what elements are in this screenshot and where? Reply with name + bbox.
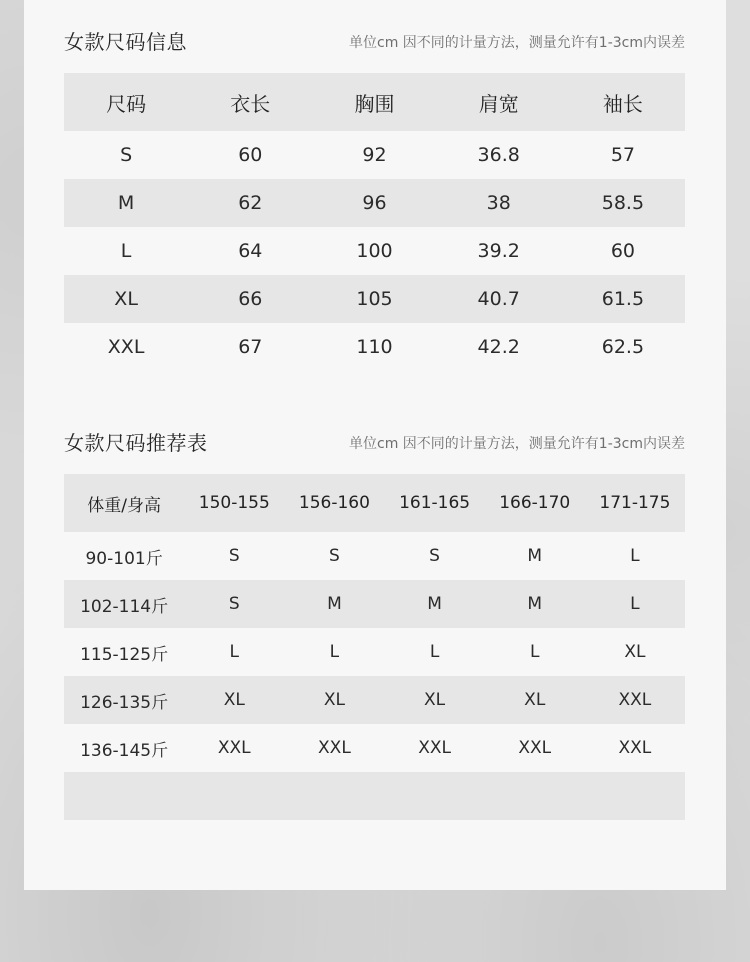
table-cell: M [527,594,543,614]
table-cell: XXL [418,738,451,758]
size-info-table [64,73,685,371]
table-cell: 60 [238,144,263,166]
size-info-title: 女款尺码信息 [64,30,187,54]
table-cell: L [329,642,340,662]
header-cell: 胸围 [354,91,395,116]
table-cell: S [429,546,440,566]
table-row [64,227,685,275]
table-cell: XL [524,690,546,710]
table-cell: XXL [107,336,145,358]
table-cell: L [429,642,440,662]
size-recommend-header-row [64,474,685,532]
header-cell: 肩宽 [478,91,519,116]
table-cell: XL [323,690,345,710]
table-cell: 61.5 [601,288,645,310]
table-cell: 60 [610,240,635,262]
table-cell: L [630,594,640,614]
table-cell: 100 [356,240,393,262]
table-cell: 64 [238,240,263,262]
table-cell: S [329,546,340,566]
table-cell: 96 [362,192,387,214]
table-cell: L [229,642,239,662]
table-cell: 62.5 [601,336,645,358]
table-cell: M [427,594,442,614]
table-cell: 67 [238,336,263,358]
size-recommend-title: 女款尺码推荐表 [64,431,208,455]
size-recommend-note: 单位cm 因不同的计量方法，测量允许有1-3cm内误差 [349,436,685,452]
table-cell: 115-125斤 [80,644,169,665]
size-recommend-table [64,474,685,820]
table-cell: 40.7 [477,288,520,310]
header-cell: 尺码 [106,91,147,116]
table-row [64,628,685,676]
table-cell: XXL [217,738,251,758]
size-recommend-header [64,427,685,457]
table-cell: XXL [318,738,351,758]
header-cell: 166-170 [499,493,571,513]
header-cell: 袖长 [602,91,643,116]
table-cell: 39.2 [477,240,520,262]
table-row [64,131,685,179]
table-cell: L [529,642,540,662]
table-cell: 105 [356,288,393,310]
table-cell: M [527,546,543,566]
table-cell: 136-145斤 [80,740,169,761]
table-cell: 42.2 [477,336,520,358]
table-cell: XL [624,642,646,662]
table-row [64,275,685,323]
table-cell: XXL [618,690,652,710]
size-info-header [64,26,685,56]
table-cell: XXL [518,738,552,758]
size-info-header-row [64,73,685,131]
table-cell: 57 [610,144,635,166]
table-cell: 110 [356,336,393,358]
table-cell: XXL [618,738,652,758]
table-cell: 58.5 [601,192,645,214]
table-row [64,323,685,371]
header-cell: 衣长 [230,91,271,116]
header-cell: 161-165 [399,493,471,513]
size-info-note: 单位cm 因不同的计量方法，测量允许有1-3cm内误差 [349,35,685,51]
table-cell: M [117,192,135,214]
table-row [64,724,685,772]
table-cell: S [120,144,133,166]
size-chart-card [24,0,726,890]
table-cell: 102-114斤 [80,596,169,617]
table-cell: XL [223,690,245,710]
table-cell: 38 [486,192,511,214]
header-cell: 156-160 [298,493,370,513]
table-cell: XL [114,288,138,310]
header-cell: 171-175 [599,493,671,513]
table-cell: 62 [238,192,263,214]
header-cell: 150-155 [198,493,270,513]
table-cell: L [120,240,132,262]
table-cell: 66 [238,288,263,310]
table-cell: 126-135斤 [80,692,169,713]
table-cell: 92 [362,144,387,166]
table-row-empty [64,772,685,820]
table-cell: M [327,594,342,614]
table-row [64,676,685,724]
table-cell: S [228,594,240,614]
table-cell: XL [424,690,446,710]
table-cell: 36.8 [477,144,520,166]
header-cell: 体重/身高 [87,495,161,516]
table-row [64,532,685,580]
table-cell: L [630,546,640,566]
table-row [64,580,685,628]
table-cell: S [228,546,240,566]
table-row [64,179,685,227]
table-cell: 90-101斤 [85,548,163,569]
